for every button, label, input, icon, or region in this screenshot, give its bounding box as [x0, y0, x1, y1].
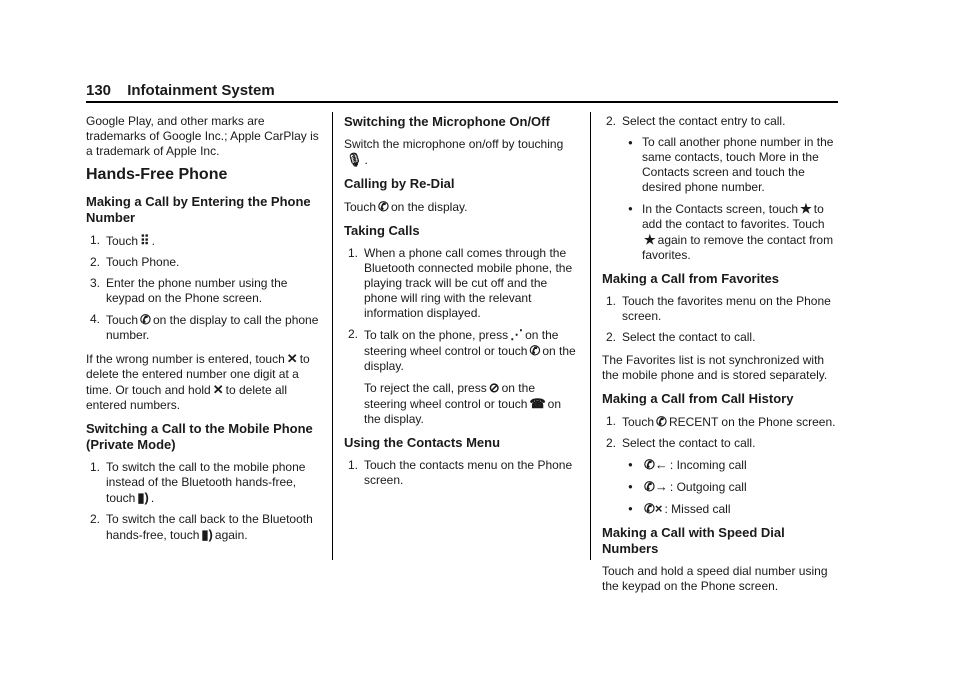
steps-private-mode	[86, 460, 322, 543]
page-header	[86, 82, 275, 99]
column-2	[344, 114, 580, 496]
steps-taking-calls	[344, 246, 580, 427]
column-divider	[590, 112, 591, 560]
recent-icon: ✆	[656, 414, 667, 429]
star-icon: ★	[800, 201, 812, 216]
list-item: 1. Touch ⠿ .	[90, 233, 155, 248]
end-call-icon: ☎	[529, 396, 546, 411]
list-item: 2. Select the contact to call. ● ✆← : Incoming call ● ✆→ : Outgoing call ● ✆× : Missed call	[602, 436, 840, 517]
heading-favorites: Making a Call from Favorites	[602, 271, 779, 286]
page-number: 130	[86, 82, 112, 99]
mic-icon: 🎙︎	[346, 152, 363, 167]
end-call-icon: ⊘	[488, 380, 500, 395]
push-to-talk-icon: ⋰	[510, 327, 524, 342]
list-item: 1. When a phone call comes through the Bluetooth connected mobile phone, the playing track will be cut off and the phone will ring with the relevant information displayed.	[348, 246, 573, 320]
section-title: Infotainment System	[127, 82, 275, 99]
list-item: 3. Enter the phone number using the keypad on the Phone screen.	[90, 276, 288, 305]
heading-microphone: Switching the Microphone On/Off	[344, 114, 550, 129]
heading-hands-free: Hands-Free Phone	[86, 166, 228, 183]
favorites-note: The Favorites list is not synchronized with the mobile phone and is stored separately.	[602, 353, 828, 382]
column-1	[86, 114, 322, 551]
heading-private-mode: Switching a Call to the Mobile Phone (Private Mode)	[86, 421, 313, 452]
steps-call-history	[602, 414, 840, 517]
handset-icon: ▮)	[201, 527, 213, 542]
speed-dial-text: Touch and hold a speed dial number using the keypad on the Phone screen.	[602, 564, 828, 593]
list-item: ● ✆← : Incoming call	[622, 457, 840, 473]
phone-icon: ✆	[378, 199, 389, 214]
heading-enter-number: Making a Call by Entering the Phone Number	[86, 194, 311, 225]
list-item: 1. Touch ✆ RECENT on the Phone screen.	[606, 414, 836, 429]
delete-x-icon: ✕	[212, 382, 224, 397]
phone-icon: ✆	[140, 312, 151, 327]
steps-contacts	[344, 458, 580, 488]
missed-call-icon: ✆×	[644, 501, 663, 516]
intro-text: Google Play, and other marks are trademarks of Google Inc.; Apple CarPlay is a trademark of Apple Inc.	[86, 114, 319, 158]
phone-icon: ✆	[529, 343, 541, 358]
steps-contacts-cont	[602, 114, 840, 263]
list-item: ● In the Contacts screen, touch ★ to add the contact to favorites. Touch★ again to remove the contact from favorites.	[622, 201, 840, 263]
list-item: ● ✆→ : Outgoing call	[622, 479, 840, 495]
list-item: 2. Select the contact entry to call. ● To call another phone number in the same contacts, touch More in the Contacts screen and touch the desired phone number. ● In the Contacts screen, touch ★ to add the contact to favorites. Touch★ again to remove the contact from favorites.	[602, 114, 840, 263]
heading-call-history: Making a Call from Call History	[602, 391, 794, 406]
contact-bullets	[622, 135, 840, 263]
list-item: 1. To switch the call to the mobile phone instead of the Bluetooth hands-free, touch ▮) .	[90, 460, 306, 505]
list-item: 2. To talk on the phone, press ⋰ on the steering wheel control or touch ✆ on the display. To reject the call, press ⊘ on the steering wheel control or touch ☎ on the display.	[344, 327, 580, 427]
outgoing-call-icon: ✆→	[644, 479, 668, 494]
column-3	[602, 114, 840, 602]
handset-icon: ▮)	[137, 490, 149, 505]
steps-favorites	[602, 294, 840, 345]
star-icon: ★	[644, 232, 656, 247]
heading-contacts: Using the Contacts Menu	[344, 435, 501, 450]
heading-redial: Calling by Re-Dial	[344, 176, 455, 191]
keypad-icon: ⠿	[140, 233, 150, 248]
steps-enter-number	[86, 233, 322, 343]
incoming-call-icon: ✆←	[644, 457, 668, 472]
redial-text: Touch ✆ on the display.	[344, 199, 468, 214]
heading-speed-dial: Making a Call with Speed Dial Numbers	[602, 525, 785, 556]
list-item: 2. Touch Phone.	[90, 255, 180, 269]
heading-taking-calls: Taking Calls	[344, 223, 420, 238]
column-divider	[332, 112, 333, 560]
delete-x-icon: ✕	[286, 351, 298, 366]
list-item: 2. To switch the call back to the Bluetooth hands-free, touch ▮) again.	[90, 512, 313, 542]
list-item: ● To call another phone number in the same contacts, touch More in the Contacts screen and touch the desired phone number.	[622, 135, 840, 195]
wrong-number-text: If the wrong number is entered, touch ✕ to delete the entered number one digit at a time. Or touch and hold ✕ to delete all entered numbers.	[86, 351, 310, 412]
microphone-text: Switch the microphone on/off by touching🎙︎ .	[344, 137, 564, 167]
list-item: 1. Touch the contacts menu on the Phone screen.	[348, 458, 573, 487]
reject-text: To reject the call, press ⊘ on the steering wheel control or touch ☎ on the display.	[364, 380, 561, 426]
list-item: 2. Select the contact to call.	[606, 330, 756, 344]
list-item: 4. Touch ✆ on the display to call the phone number.	[90, 312, 319, 342]
list-item: ● ✆× : Missed call	[622, 501, 840, 517]
header-rule	[86, 101, 838, 103]
history-types	[622, 457, 840, 517]
list-item: 1. Touch the favorites menu on the Phone screen.	[606, 294, 831, 323]
